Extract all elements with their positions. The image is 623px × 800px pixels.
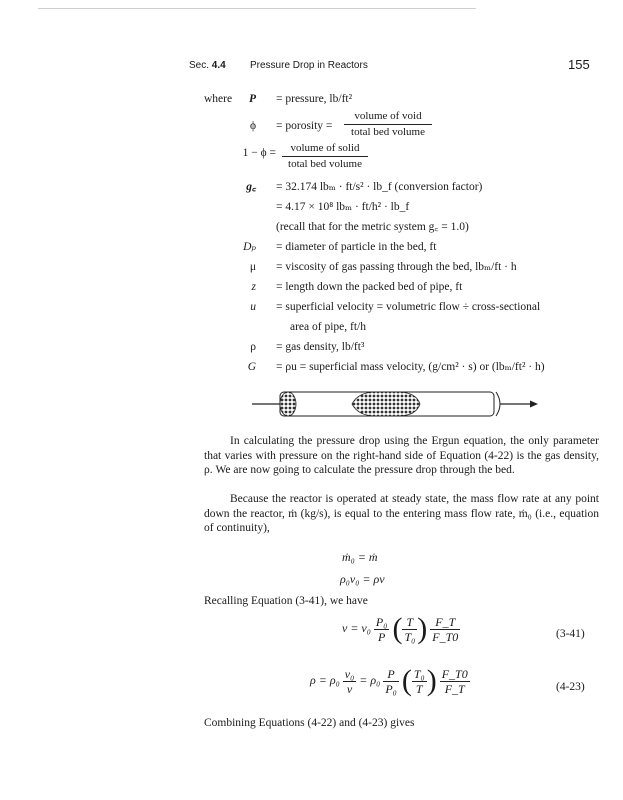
rho-frac4-num: F_T0 — [441, 666, 468, 681]
packed-bed-section — [352, 392, 420, 416]
def-gc-symbol: g꜀ — [246, 181, 256, 193]
def-G-symbol: G — [247, 361, 256, 373]
rho-lhs: ρ = ρ₀ — [310, 672, 340, 687]
top-rule — [38, 8, 476, 9]
v-frac2 — [402, 616, 417, 643]
eq-mass-continuity: ṁ₀ = ṁ — [342, 550, 378, 564]
def-1-phi-symbol: 1 − ϕ = — [242, 147, 276, 159]
def-gc-alt: = 4.17 × 10⁸ lbₘ · ft/h² · lb_f — [276, 201, 410, 213]
eq-3-41-label: (3-41) — [556, 628, 585, 640]
rho-mid: = ρ₀ — [359, 672, 381, 687]
one-minus-phi-denominator: total bed volume — [288, 158, 362, 170]
def-mu-text: = viscosity of gas passing through the bed, lbₘ/ft · h — [276, 261, 517, 273]
def-gc-note: (recall that for the metric system g꜀ = 1.0) — [276, 221, 469, 233]
paragraph-1: In calculating the pressure drop using the Ergun equation, the only parameter that varies with pressure on the right-hand side of Equation (4-22) is the gas density, ρ. We are now going to calculate the pressure drop through the bed. — [204, 435, 599, 476]
def-Dp-text: = diameter of particle in the bed, ft — [276, 241, 437, 253]
one-minus-phi-numerator: volume of solid — [282, 143, 368, 157]
recall-line: Recalling Equation (3-41), we have — [204, 595, 368, 607]
one-minus-phi-fraction — [282, 143, 368, 170]
def-P-symbol: P — [248, 93, 256, 105]
def-phi-text: = porosity = — [276, 120, 333, 132]
rho-frac3-num: T₀ — [413, 666, 425, 681]
pipe-end — [496, 392, 500, 416]
paragraph-2: Because the reactor is operated at steady state, the mass flow rate at any point down the reactor, ṁ (kg/s), is equal to the entering mass flow rate, ṁ₀ (i.e., equation of continuity), — [204, 493, 599, 534]
eq-density-continuity: ρ₀v₀ = ρv — [340, 572, 385, 586]
def-rho-symbol: ρ — [250, 341, 256, 353]
where-label: where — [204, 93, 233, 105]
def-mu-symbol: μ — [249, 261, 256, 273]
rho-frac2-num: P — [383, 668, 399, 682]
v-frac2-den: T₀ — [404, 629, 416, 644]
rho-frac3 — [412, 668, 427, 695]
v-frac1-num: P₀ — [375, 614, 388, 629]
outlet-arrow-icon — [530, 401, 538, 408]
eq-4-23-label: (4-23) — [556, 681, 585, 693]
rho-frac1-den: v — [346, 681, 353, 696]
v-frac3-num: F_T — [430, 616, 460, 630]
section-number: 4.4 — [211, 60, 226, 71]
eq-4-23: ρ = ρ₀ $\frac{\text{v₀}}{v}$ = ρ₀ $\frac{P}{\text{P₀}}$ ( $\frac{\text{T₀}}{T}$ ) $\frac{F\_T0}{F\_T}$ — [310, 664, 468, 697]
def-Dp-symbol: Dₚ — [243, 241, 256, 253]
def-u-cont: area of pipe, ft/h — [290, 321, 366, 333]
pipe-inlet-cap — [280, 392, 296, 416]
def-u-text: = superficial velocity = volumetric flow ÷ cross-sectional — [276, 301, 541, 313]
rho-frac1-num: v₀ — [344, 666, 355, 681]
def-G-text: = ρu = superficial mass velocity, (g/cm² · s) or (lbₘ/ft² · h) — [276, 361, 545, 373]
v-lhs: v = v₀ — [342, 620, 371, 635]
def-rho-text: = gas density, lb/ft³ — [276, 341, 365, 353]
def-u-symbol: u — [250, 301, 256, 313]
def-gc-text: = 32.174 lbₘ · ft/s² · lb_f (conversion factor) — [276, 181, 483, 193]
v-frac3 — [430, 616, 460, 643]
rho-frac4-den: F_T — [444, 681, 465, 696]
phi-denominator: total bed volume — [351, 126, 425, 138]
rho-frac1 — [343, 668, 357, 695]
def-z-symbol: z — [251, 281, 256, 293]
def-phi-symbol: ϕ — [249, 120, 256, 132]
combining-line: Combining Equations (4-22) and (4-23) gives — [204, 717, 415, 729]
page-number: 155 — [568, 57, 590, 72]
rho-frac4 — [440, 668, 470, 695]
section-title: Pressure Drop in Reactors — [250, 60, 368, 71]
phi-fraction — [344, 111, 432, 138]
section-prefix: Sec. — [189, 60, 210, 71]
rho-frac2-den: P₀ — [385, 681, 397, 696]
def-z-text: = length down the packed bed of pipe, ft — [276, 281, 463, 293]
eq-3-41: v = v₀ $\frac{\text{P₀}}{P}$ ( $\frac{T}{\text{T₀}}$ ) $\frac{F\_T}{F\_T0}$ — [342, 612, 459, 645]
rho-frac3-den: T — [415, 681, 423, 696]
v-frac1-den: P — [378, 629, 386, 644]
section-label — [189, 60, 226, 71]
rho-frac2 — [383, 668, 399, 695]
phi-numerator: volume of void — [344, 111, 432, 125]
packed-bed-diagram — [252, 386, 542, 422]
def-P-text: = pressure, lb/ft² — [276, 93, 353, 105]
v-frac3-den: F_T0 — [432, 629, 459, 644]
v-frac2-num: T — [402, 616, 417, 630]
v-frac1 — [374, 616, 390, 643]
